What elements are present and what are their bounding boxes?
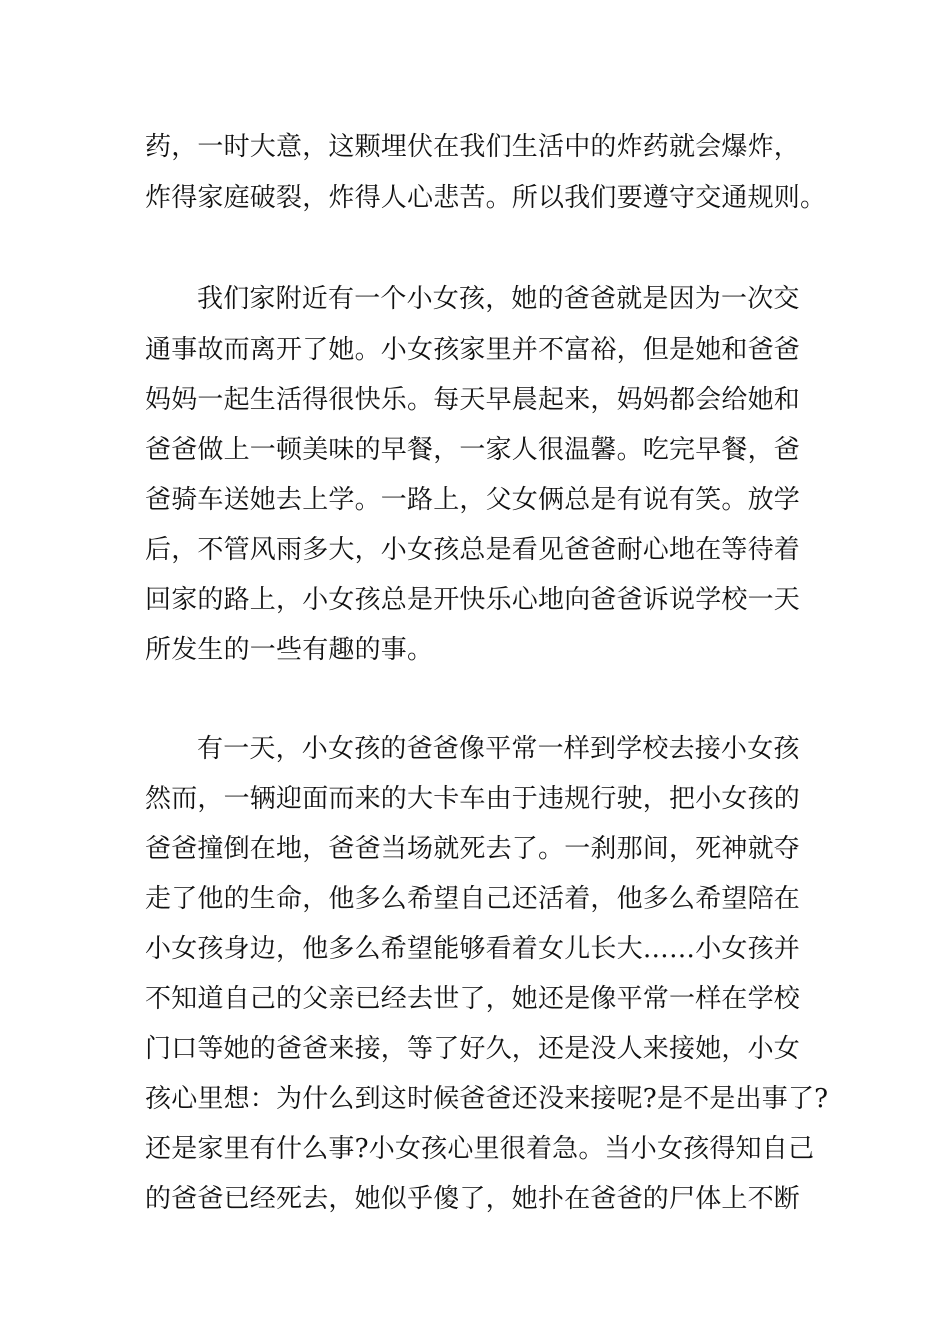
paragraph-3-line-2: 然而，一辆迎面而来的大卡车由于违规行驶，把小女孩的 [145, 784, 801, 814]
paragraph-2-line-7: 回家的路上，小女孩总是开快乐心地向爸爸诉说学校一天 [145, 585, 801, 615]
paragraph-2-line-3: 妈妈一起生活得很快乐。每天早晨起来，妈妈都会给她和 [145, 385, 801, 415]
paragraph-1-line-2: 炸得家庭破裂，炸得人心悲苦。所以我们要遵守交通规则。 [145, 183, 827, 213]
paragraph-1-line-1: 药，一时大意，这颗埋伏在我们生活中的炸药就会爆炸， [145, 132, 801, 162]
paragraph-3-line-10: 的爸爸已经死去，她似乎傻了，她扑在爸爸的尸体上不断 [145, 1184, 801, 1214]
paragraph-3-line-7: 门口等她的爸爸来接，等了好久，还是没人来接她，小女 [145, 1034, 801, 1064]
paragraph-3-line-5: 小女孩身边，他多么希望能够看着女儿长大……小女孩并 [145, 934, 801, 964]
paragraph-3-line-6: 不知道自己的父亲已经去世了，她还是像平常一样在学校 [145, 984, 801, 1014]
paragraph-3-line-3: 爸爸撞倒在地，爸爸当场就死去了。一刹那间，死神就夺 [145, 834, 801, 864]
paragraph-3-line-1: 有一天，小女孩的爸爸像平常一样到学校去接小女孩 [197, 734, 800, 764]
paragraph-3-line-4: 走了他的生命，他多么希望自己还活着，他多么希望陪在 [145, 884, 801, 914]
paragraph-3-line-9: 还是家里有什么事?小女孩心里很着急。当小女孩得知自己 [145, 1134, 815, 1164]
paragraph-2-line-5: 爸骑车送她去上学。一路上，父女俩总是有说有笑。放学 [145, 485, 801, 515]
paragraph-2-line-8: 所发生的一些有趣的事。 [145, 635, 434, 665]
paragraph-2-line-6: 后，不管风雨多大，小女孩总是看见爸爸耐心地在等待着 [145, 535, 801, 565]
paragraph-2-line-1: 我们家附近有一个小女孩，她的爸爸就是因为一次交 [197, 284, 800, 314]
paragraph-2-line-4: 爸爸做上一顿美味的早餐，一家人很温馨。吃完早餐，爸 [145, 435, 801, 465]
paragraph-2-line-2: 通事故而离开了她。小女孩家里并不富裕，但是她和爸爸 [145, 335, 801, 365]
paragraph-3-line-8: 孩心里想：为什么到这时候爸爸还没来接呢?是不是出事了? [145, 1084, 829, 1114]
